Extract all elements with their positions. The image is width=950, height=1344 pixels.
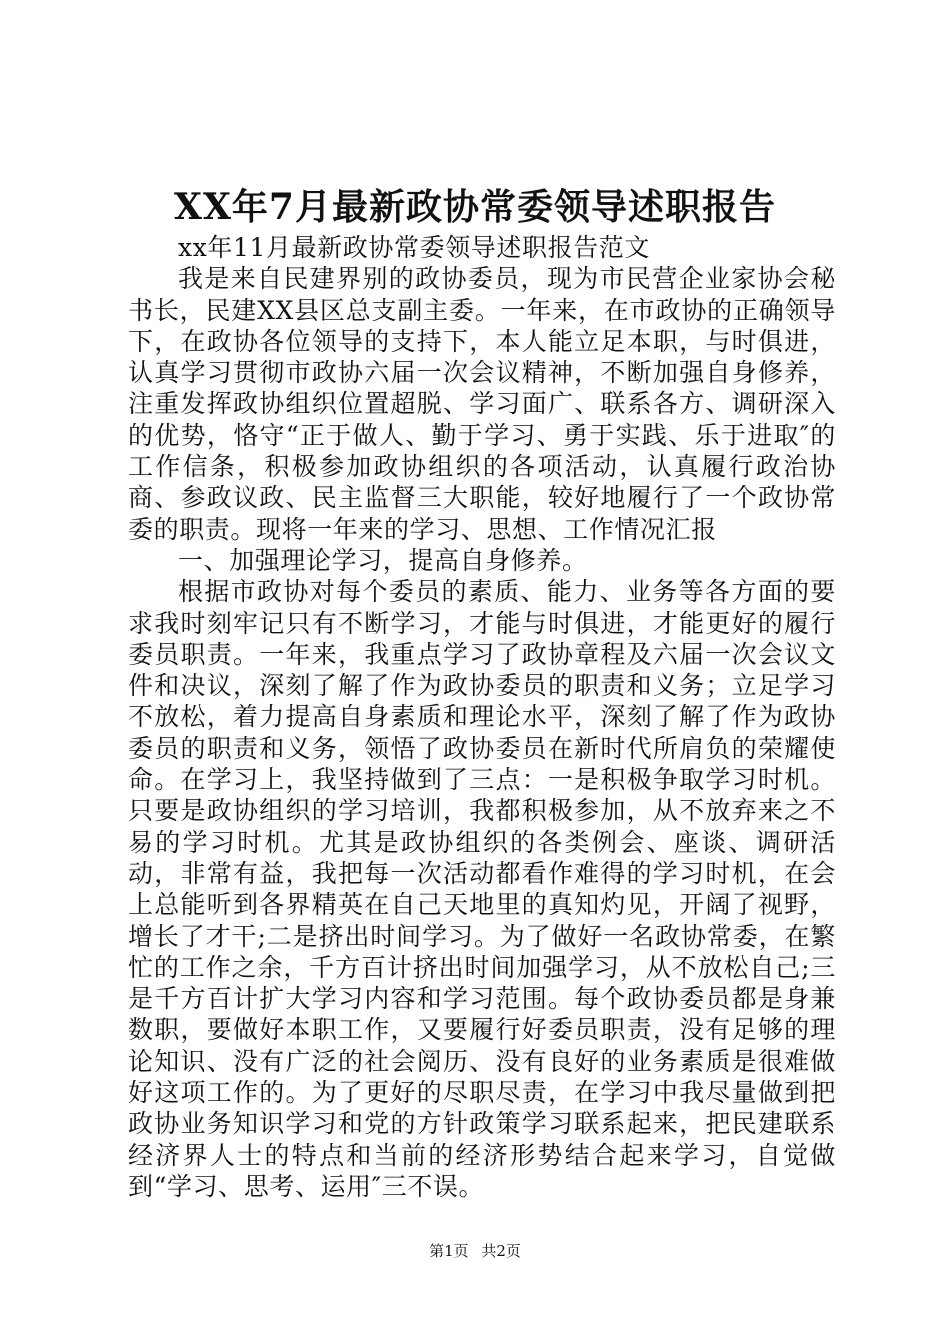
document-body — [128, 232, 836, 1202]
page-total: 共2页 — [481, 1242, 521, 1260]
document-title: XX年7月最新政协常委领导述职报告 — [174, 186, 776, 228]
study-paragraph: 根据市政协对每个委员的素质、能力、业务等各方面的要求我时刻牢记只有不断学习，才能与时俱进，才能更好的履行委员职责。一年来，我重点学习了政协章程及六届一次会议文件和决议，深刻了解了作为政协委员的职责和义务；立足学习不放松，着力提高自身素质和理论水平，深刻了解了作为政协委员的职责和义务，领悟了政协委员在新时代所肩负的荣耀使命。在学习上，我坚持做到了三点：一是积极争取学习时机。只要是政协组织的学习培训，我都积极参加，从不放弃来之不易的学习时机。尤其是政协组织的各类例会、座谈、调研活动，非常有益，我把每一次活动都看作难得的学习时机，在会上总能听到各界精英在自己天地里的真知灼见，开阔了视野，增长了才干;二是挤出时间学习。为了做好一名政协常委，在繁忙的工作之余，千方百计挤出时间加强学习，从不放松自己;三是千方百计扩大学习内容和学习范围。每个政协委员都是身兼数职，要做好本职工作，又要履行好委员职责，没有足够的理论知识、没有广泛的社会阅历、没有良好的业务素质是很难做好这项工作的。为了更好的尽职尽责，在学习中我尽量做到把政协业务知识学习和党的方针政策学习联系起来，把民建联系经济界人士的特点和当前的经济形势结合起来学习，自觉做到“学习、思考、运用″三不误。 — [128, 577, 836, 1201]
page-number: 第1页 — [429, 1242, 469, 1260]
page-footer — [0, 1241, 950, 1261]
subtitle-paragraph: xx年11月最新政协常委领导述职报告范文 — [178, 233, 651, 262]
section-heading: 一、加强理论学习，提高自身修养。 — [178, 545, 588, 575]
intro-paragraph: 我是来自民建界别的政协委员，现为市民营企业家协会秘书长，民建XX县区总支副主委。一年来，在市政协的正确领导下，在政协各位领导的支持下，本人能立足本职，与时俱进，认真学习贯彻市政协六届一次会议精神，不断加强自身修养，注重发挥政协组织位置超脱、学习面广、联系各方、调研深入的优势，恪守“正于做人、勤于学习、勇于实践、乐于进取″的工作信条，积极参加政协组织的各项活动，认真履行政治协商、参政议政、民主监督三大职能，较好地履行了一个政协常委的职责。现将一年来的学习、思想、工作情况汇报 — [128, 264, 836, 544]
